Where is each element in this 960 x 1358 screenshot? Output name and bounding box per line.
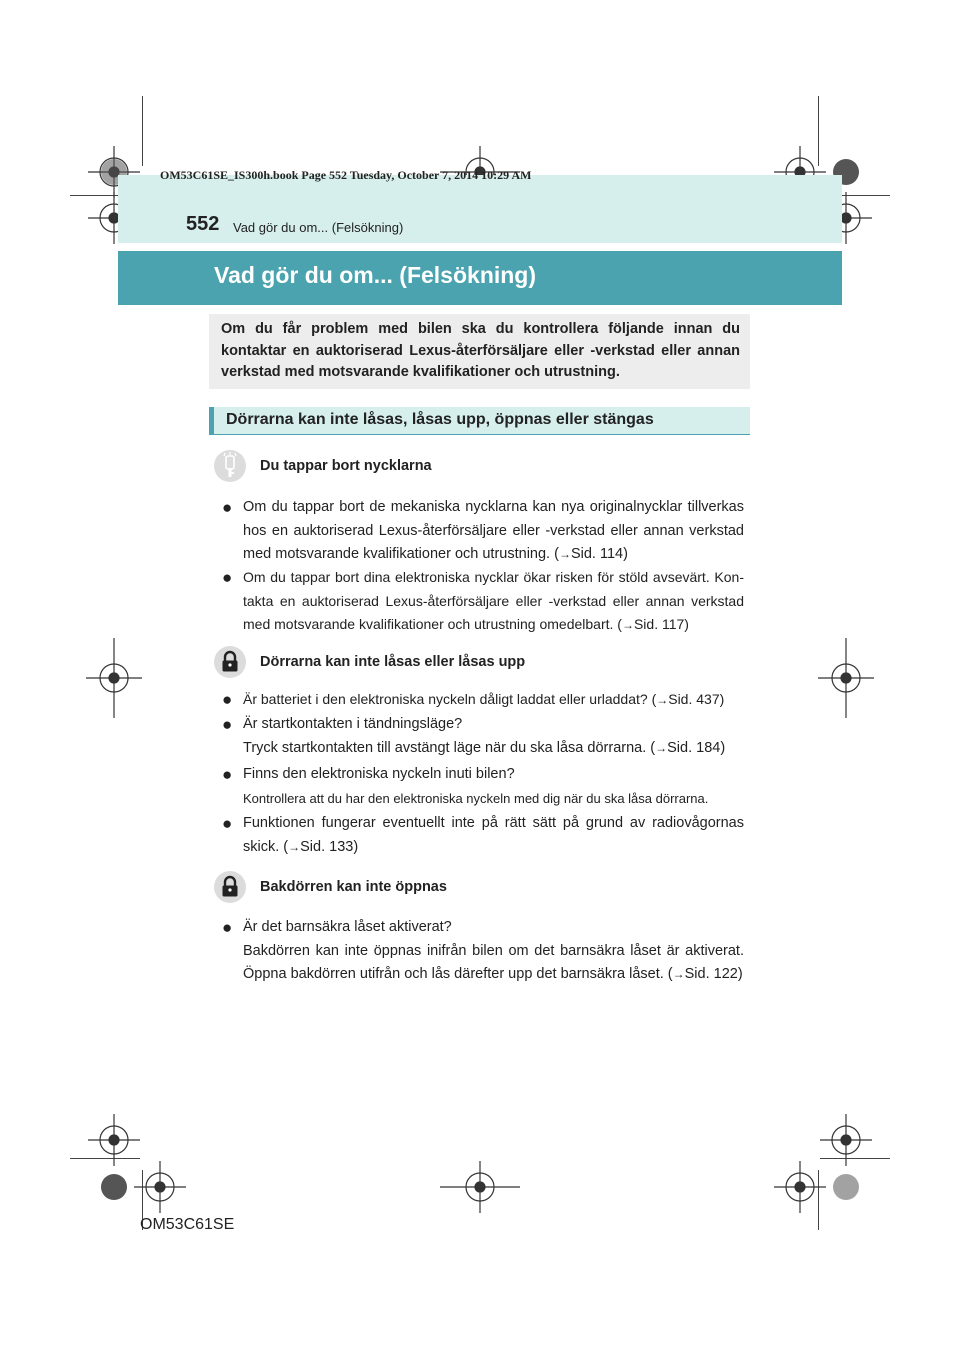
registration-target bbox=[818, 638, 874, 718]
key-icon bbox=[214, 450, 246, 482]
page-title: Vad gör du om... (Felsökning) bbox=[214, 262, 537, 288]
bullet-icon: ● bbox=[222, 498, 233, 517]
subsection-title: Dörrarna kan inte låsas eller låsas upp bbox=[260, 654, 526, 670]
file-stamp: OM53C61SE_IS300h.book Page 552 Tuesday, October 7, 2014 10:29 AM bbox=[160, 168, 532, 182]
sunburst-mark bbox=[101, 1174, 127, 1200]
bullet-icon: ● bbox=[222, 918, 233, 937]
list-item bbox=[222, 496, 744, 567]
bullet-icon: ● bbox=[222, 814, 233, 833]
registration-target bbox=[440, 1161, 520, 1213]
item-detail: Bakdörren kan inte öppnas inifrån bilen om det barnsäkra låset är aktiverat. Öppna bakdörren utifrån och lås därefter upp det barnsäkra låset. ( bbox=[243, 942, 744, 982]
running-head: Vad gör du om... (Felsökning) bbox=[233, 220, 404, 235]
page-reference[interactable]: Sid. 437) bbox=[668, 691, 725, 707]
arrow-icon: → bbox=[656, 693, 669, 707]
arrow-icon: → bbox=[672, 967, 685, 981]
padlock-icon bbox=[214, 871, 246, 903]
section-heading-text: Dörrarna kan inte låsas, låsas upp, öppnas eller stängas bbox=[226, 411, 654, 428]
page-reference[interactable]: Sid. 117) bbox=[633, 616, 689, 632]
page-number: 552 bbox=[186, 213, 220, 235]
title-bar bbox=[118, 251, 842, 305]
footer-code: OM53C61SE bbox=[140, 1216, 235, 1233]
arrow-icon: → bbox=[288, 839, 301, 854]
list-item bbox=[222, 713, 744, 760]
registration-target bbox=[88, 1114, 140, 1166]
item-text: Är batteriet i den elektroniska nyckeln dåligt laddat eller urladdat? ( bbox=[243, 691, 657, 707]
item-text: Om du tappar bort dina elektroniska nycklar ökar risken för stöld avsevärt. Kon-takta en auktoriserad Lexus-återförsäljare eller -verkstad eller annan verkstad med motsvarande kvalifikationer och utrustning omedelbart. ( bbox=[243, 569, 744, 632]
registration-target bbox=[86, 638, 142, 718]
registration-target bbox=[134, 1161, 186, 1213]
page-reference[interactable]: Sid. 114) bbox=[570, 546, 628, 562]
page-reference[interactable]: Sid. 133) bbox=[300, 838, 359, 855]
bullet-icon: ● bbox=[222, 690, 233, 709]
page-reference[interactable]: Sid. 184) bbox=[667, 739, 726, 756]
list-item bbox=[222, 916, 744, 987]
sunburst-mark bbox=[833, 1174, 859, 1200]
bullet-icon: ● bbox=[222, 568, 233, 587]
item-text: Är det barnsäkra låset aktiverat? bbox=[243, 919, 452, 935]
arrow-icon: → bbox=[558, 547, 571, 561]
arrow-icon: → bbox=[621, 618, 634, 632]
section-heading bbox=[209, 407, 750, 435]
item-detail: Tryck startkontakten till avstängt läge när du ska låsa dörrarna. ( bbox=[243, 739, 656, 756]
list-item bbox=[222, 566, 744, 638]
registration-target bbox=[774, 1161, 826, 1213]
item-text: Är startkontakten i tändningsläge? bbox=[243, 716, 463, 732]
item-text: Finns den elektroniska nyckeln inuti bilen? bbox=[243, 766, 515, 782]
subsection-title: Du tappar bort nycklarna bbox=[260, 458, 432, 474]
intro-box: Om du får problem med bilen ska du kontrollera följande innan du kontaktar en auktoriserad Lexus-återförsäljare eller -verkstad eller annan verkstad med motsvarande kvalifikationer och utrustning. bbox=[209, 314, 750, 389]
arrow-icon: → bbox=[655, 740, 668, 755]
bullet-icon: ● bbox=[222, 765, 233, 784]
list-item bbox=[222, 812, 744, 859]
list-item bbox=[222, 763, 744, 810]
item-text: Om du tappar bort de mekaniska nycklarna kan nya originalnycklar tillverkas hos en auktoriserad Lexus-återförsäljare eller -verkstad eller annan verkstad med motsvarande kvalifikationer och utrustning. ( bbox=[243, 499, 744, 562]
padlock-icon bbox=[214, 646, 246, 678]
item-text: Funktionen fungerar eventuellt inte på rätt sätt på grund av radiovågornas skick. ( bbox=[243, 815, 744, 855]
registration-target bbox=[820, 1114, 872, 1166]
bullet-icon: ● bbox=[222, 715, 233, 734]
list-item bbox=[222, 688, 744, 713]
page-reference[interactable]: Sid. 122) bbox=[684, 966, 743, 982]
subsection-title: Bakdörren kan inte öppnas bbox=[260, 879, 447, 895]
item-detail: Kontrollera att du har den elektroniska nyckeln med dig när du ska låsa dörrarna. bbox=[243, 790, 709, 806]
